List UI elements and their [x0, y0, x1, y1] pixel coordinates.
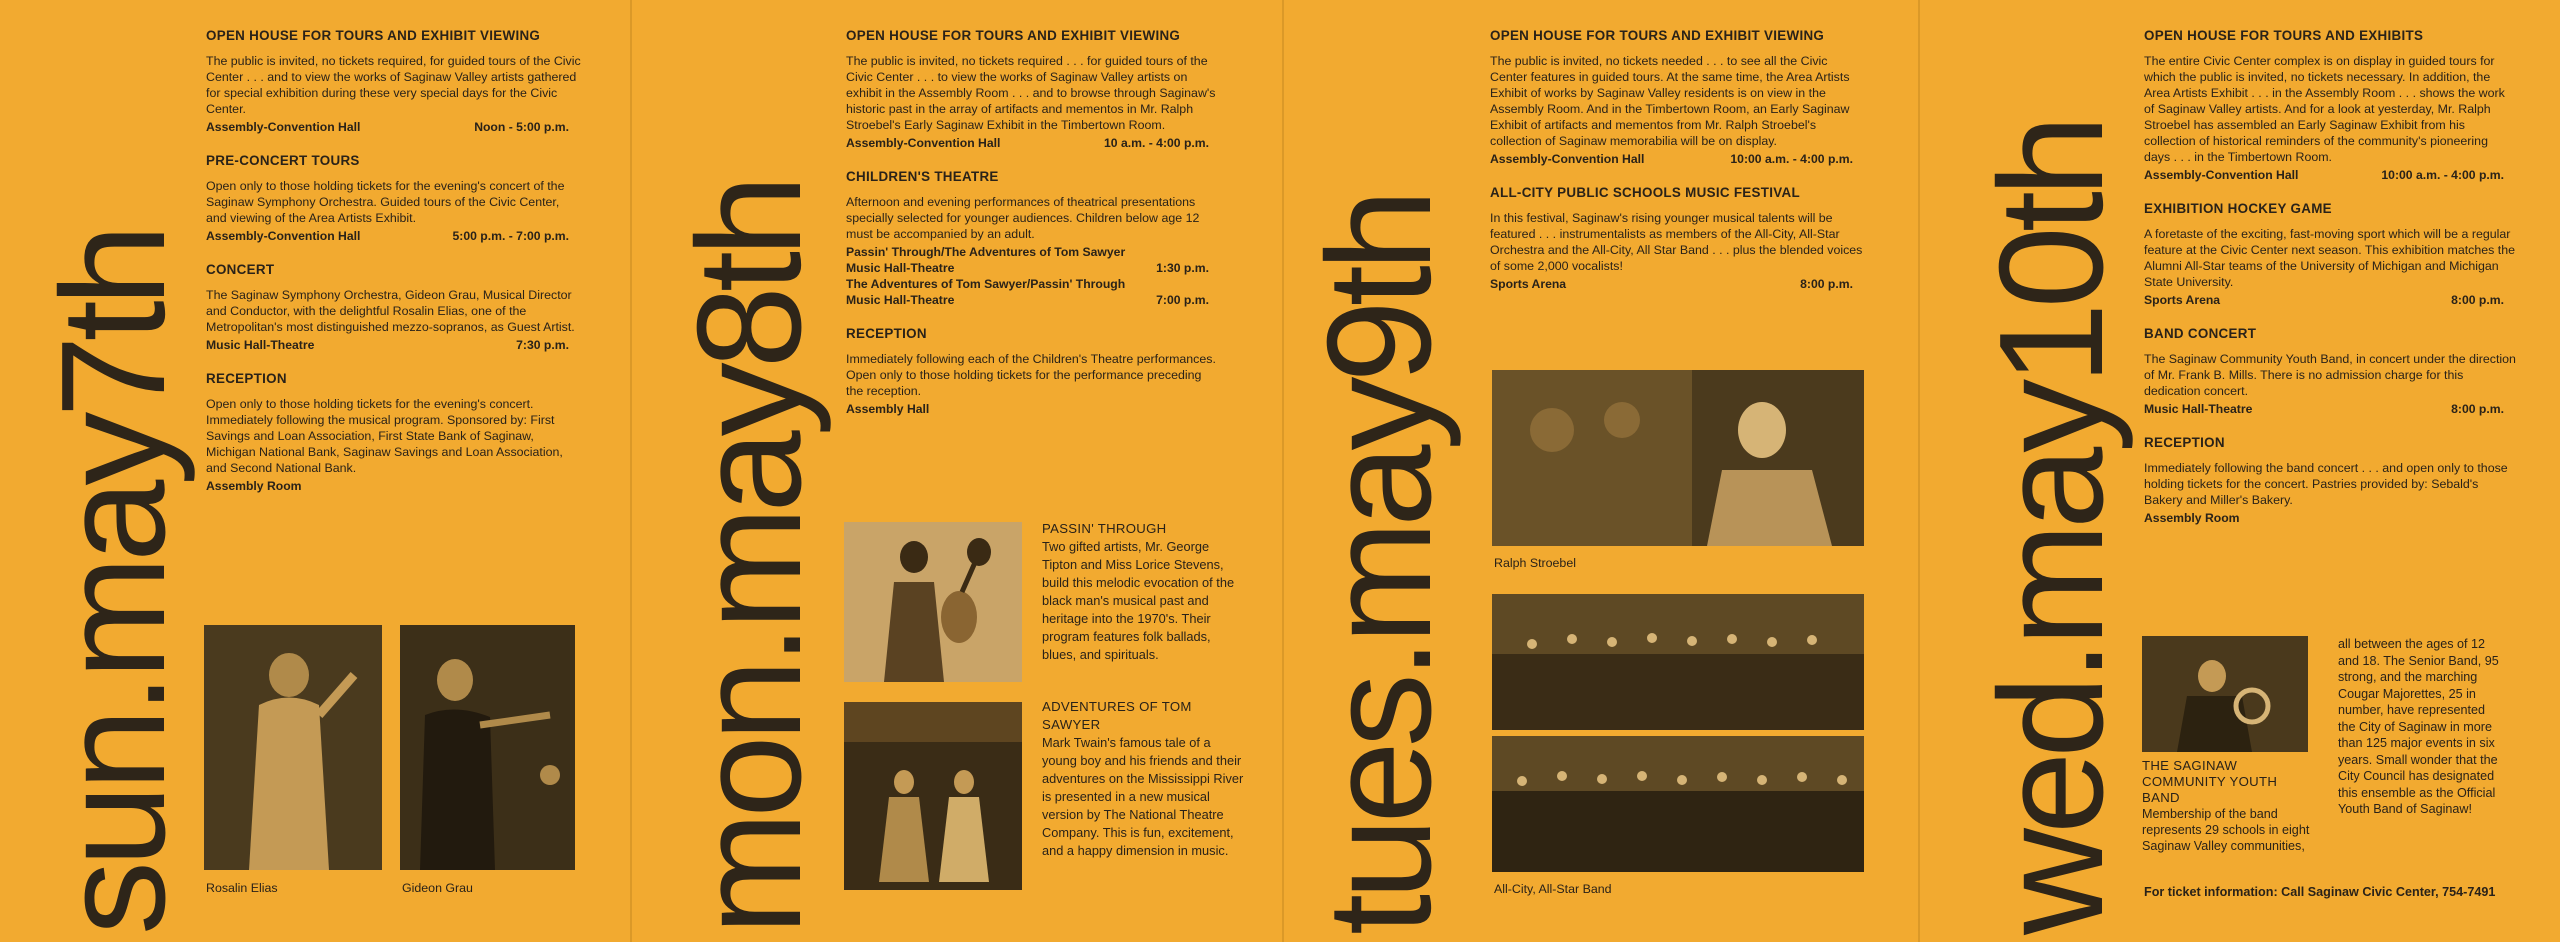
event-description: The public is invited, no tickets needed . . . to see all the Civic Center features in guided tours. At the same time, the Area Artists Exhibit of works by Saginaw Valley residents is on view in the Assembly Room. And in the Timbertown Room, an Early Saginaw Exhibit of artifacts and mementos from Mr. Ralph Stroebel's collection of Saginaw memorabilia will be on display. [1490, 54, 1850, 148]
event-title: EXHIBITION HOCKEY GAME [2144, 201, 2332, 216]
event-description: Afternoon and evening performances of theatrical presentations specially selected for younger audiences. Children below age 12 must be accompanied by an adult. [846, 195, 1200, 241]
youth-band-blurb-left [2142, 758, 2318, 854]
event-place: Music Hall-Theatre [2144, 402, 2253, 416]
event-time: 1:30 p.m. [1156, 261, 1209, 275]
event-place: Passin' Through/The Adventures of Tom Sawyer [846, 245, 1126, 259]
event-place: Assembly-Convention Hall [206, 120, 361, 134]
photo-tom-sawyer [844, 702, 1022, 890]
event-time: 10:00 a.m. - 4:00 p.m. [1730, 152, 1853, 166]
event-place: Music Hall-Theatre [846, 261, 955, 275]
event [206, 262, 581, 353]
event-place-time [2144, 167, 2516, 183]
photo-conductor [400, 625, 575, 870]
event-title: RECEPTION [846, 326, 927, 341]
event-place: Assembly Room [206, 479, 302, 493]
event-place: Assembly-Convention Hall [846, 136, 1001, 150]
event [1490, 185, 1865, 292]
event-time: 10 a.m. - 4:00 p.m. [1104, 136, 1209, 150]
event-place-time [846, 135, 1221, 151]
day-title: mon.may8th [667, 180, 832, 935]
event-place-time [846, 276, 1221, 292]
event [2144, 435, 2516, 526]
photo-singer [204, 625, 382, 870]
event [846, 169, 1221, 308]
event-time: 7:30 p.m. [516, 338, 569, 352]
event-place: Assembly-Convention Hall [1490, 152, 1645, 166]
panel-tuesday [1284, 0, 1918, 942]
event-place: Assembly Hall [846, 402, 930, 416]
event-title: OPEN HOUSE FOR TOURS AND EXHIBIT VIEWING [206, 28, 541, 43]
event-description: Open only to those holding tickets for the evening's concert of the Saginaw Symphony Orchestra. Guided tours of the Civic Center, and viewing of the Area Artists Exhibit. [206, 179, 565, 225]
event-title: RECEPTION [206, 371, 287, 386]
panel-sunday [0, 0, 630, 942]
event [206, 371, 581, 494]
event-place: Music Hall-Theatre [846, 293, 955, 307]
event-time: 8:00 p.m. [2451, 293, 2504, 307]
event-place: Assembly-Convention Hall [206, 229, 361, 243]
event-place: Assembly-Convention Hall [2144, 168, 2299, 182]
event-title: BAND CONCERT [2144, 326, 2257, 341]
event-place-time [1490, 276, 1865, 292]
event-title: CHILDREN'S THEATRE [846, 169, 999, 184]
blurb-body: all between the ages of 12 and 18. The Senior Band, 95 strong, and the marching Cougar Majorettes, 25 in number, have represented the City of Saginaw in more than 125 major events in six years. Small wonder that the City Council has designated this ensemble as the Official Youth Band of Saginaw! [2338, 637, 2499, 816]
blurb-title: ADVENTURES OF TOM SAWYER [1042, 699, 1192, 732]
event-time: 8:00 p.m. [2451, 402, 2504, 416]
event-place-time [206, 119, 581, 135]
events-column [2144, 28, 2516, 544]
event [846, 28, 1221, 151]
event-title: ALL-CITY PUBLIC SCHOOLS MUSIC FESTIVAL [1490, 185, 1800, 200]
photo-caption: All-City, All-Star Band [1494, 882, 1612, 896]
panel-monday [632, 0, 1282, 942]
blurb-body: Membership of the band represents 29 schools in eight Saginaw Valley communities, [2142, 807, 2310, 853]
event-time: 5:00 p.m. - 7:00 p.m. [452, 229, 569, 243]
event [2144, 326, 2516, 417]
event-description: The public is invited, no tickets required, for guided tours of the Civic Center . . . and to view the works of Saginaw Valley artists gathered for special exhibition during these very special days for the Civic Center. [206, 54, 581, 116]
event [1490, 28, 1865, 167]
blurb-title: THE SAGINAW COMMUNITY YOUTH BAND [2142, 758, 2278, 805]
event-place-time [2144, 510, 2516, 526]
day-title: sun.may7th [31, 229, 196, 935]
photo-band-1 [1492, 594, 1864, 730]
photo-caption: Gideon Grau [402, 881, 473, 895]
event-place-time [2144, 292, 2516, 308]
event-place-time [2144, 401, 2516, 417]
event-place-time [846, 260, 1221, 276]
photo-caption: Rosalin Elias [206, 881, 278, 895]
event-place: Sports Arena [2144, 293, 2221, 307]
ticket-info: For ticket information: Call Saginaw Civic Center, 754-7491 [2144, 885, 2496, 899]
event-place-time [846, 292, 1221, 308]
event [2144, 28, 2516, 183]
blurb-body: Mark Twain's famous tale of a young boy and his friends and their adventures on the Mississippi River is presented in a new musical version by The National Theatre Company. This is fun, excitement, and a happy dimension in music. [1042, 735, 1244, 858]
photo-passin-through [844, 522, 1022, 682]
events-column [1490, 28, 1865, 310]
photo-ralph-stroebel [1492, 370, 1864, 546]
event-place-time [846, 244, 1221, 260]
event-time: 8:00 p.m. [1800, 277, 1853, 291]
event-description: The entire Civic Center complex is on display in guided tours for which the public is invited, no tickets necessary. In addition, the Area Artists Exhibit . . . in the Assembly Room . . . shows the work of Saginaw Valley artists. And for a look at yesterday, Mr. Ralph Stroebel has assembled an Early Saginaw Exhibit from his collection of historical reminders of the community's pioneering days . . . in the Timbertown Room. [2144, 54, 2505, 164]
event-place: The Adventures of Tom Sawyer/Passin' Through [846, 277, 1126, 291]
event-title: PRE-CONCERT TOURS [206, 153, 360, 168]
event-description: Immediately following the band concert . . . and open only to those holding tickets for the concert. Pastries provided by: Sebald's Bakery and Miller's Bakery. [2144, 461, 2508, 507]
event-title: CONCERT [206, 262, 275, 277]
day-title: wed.may10th [1969, 120, 2134, 935]
event-description: In this festival, Saginaw's rising younger musical talents will be featured . . . instrumentalists as members of the All-City, All-Star Orchestra and the All-City, All Star Band . . . plus the blended voices of some 2,000 vocalists! [1490, 211, 1863, 273]
photo-caption: Ralph Stroebel [1494, 556, 1576, 570]
event-description: The public is invited, no tickets required . . . for guided tours of the Civic Center . . . to view the works of Saginaw Valley artists on exhibit in the Assembly Room . . . and to browse through Saginaw's historic past in the array of artifacts and mementos in Mr. Ralph Stroebel's Early Saginaw Exhibit in the Timbertown Room. [846, 54, 1216, 132]
event-place-time [206, 228, 581, 244]
youth-band-blurb-right [2338, 636, 2506, 818]
event-description: The Saginaw Community Youth Band, in concert under the direction of Mr. Frank B. Mills. There is no admission charge for this dedication concert. [2144, 352, 2516, 398]
event-time: Noon - 5:00 p.m. [474, 120, 569, 134]
passin-through-blurb [1042, 520, 1247, 664]
event-title: OPEN HOUSE FOR TOURS AND EXHIBIT VIEWING [846, 28, 1181, 43]
tom-sawyer-blurb [1042, 698, 1247, 860]
panel-wednesday [1920, 0, 2560, 942]
event-title: OPEN HOUSE FOR TOURS AND EXHIBITS [2144, 28, 2424, 43]
event-description: Immediately following each of the Children's Theatre performances. Open only to those holding tickets for the performance preceding the reception. [846, 352, 1216, 398]
blurb-title: PASSIN' THROUGH [1042, 521, 1167, 536]
photo-youth-band [2142, 636, 2308, 752]
photo-band-2 [1492, 736, 1864, 872]
event [206, 153, 581, 244]
blurb-body: Two gifted artists, Mr. George Tipton and Miss Lorice Stevens, build this melodic evocation of the black man's musical past and heritage into the 1970's. Their program features folk ballads, blues, and spirituals. [1042, 539, 1235, 662]
event-place-time [206, 478, 581, 494]
events-column [206, 28, 581, 512]
events-column [846, 28, 1221, 435]
day-title: tues.may9th [1297, 194, 1462, 935]
event [206, 28, 581, 135]
event-time: 7:00 p.m. [1156, 293, 1209, 307]
event-time: 10:00 a.m. - 4:00 p.m. [2381, 168, 2504, 182]
event-place-time [846, 401, 1221, 417]
event-description: A foretaste of the exciting, fast-moving sport which will be a regular feature at the Civic Center next season. This exhibition matches the Alumni All-Star teams of the University of Michigan and Michigan State University. [2144, 227, 2515, 289]
event [846, 326, 1221, 417]
event-title: RECEPTION [2144, 435, 2225, 450]
event [2144, 201, 2516, 308]
event-place-time [1490, 151, 1865, 167]
event-description: The Saginaw Symphony Orchestra, Gideon Grau, Musical Director and Conductor, with the delightful Rosalin Elias, one of the Metropolitan's most distinguished mezzo-sopranos, as Guest Artist. [206, 288, 575, 334]
event-title: OPEN HOUSE FOR TOURS AND EXHIBIT VIEWING [1490, 28, 1825, 43]
event-place: Music Hall-Theatre [206, 338, 315, 352]
event-description: Open only to those holding tickets for the evening's concert. Immediately following the musical program. Sponsored by: First Savings and Loan Association, First State Bank of Saginaw, Michigan National Bank, Saginaw Savings and Loan Association, and Second National Bank. [206, 397, 563, 475]
event-place-time [206, 337, 581, 353]
event-place: Sports Arena [1490, 277, 1567, 291]
event-place: Assembly Room [2144, 511, 2240, 525]
